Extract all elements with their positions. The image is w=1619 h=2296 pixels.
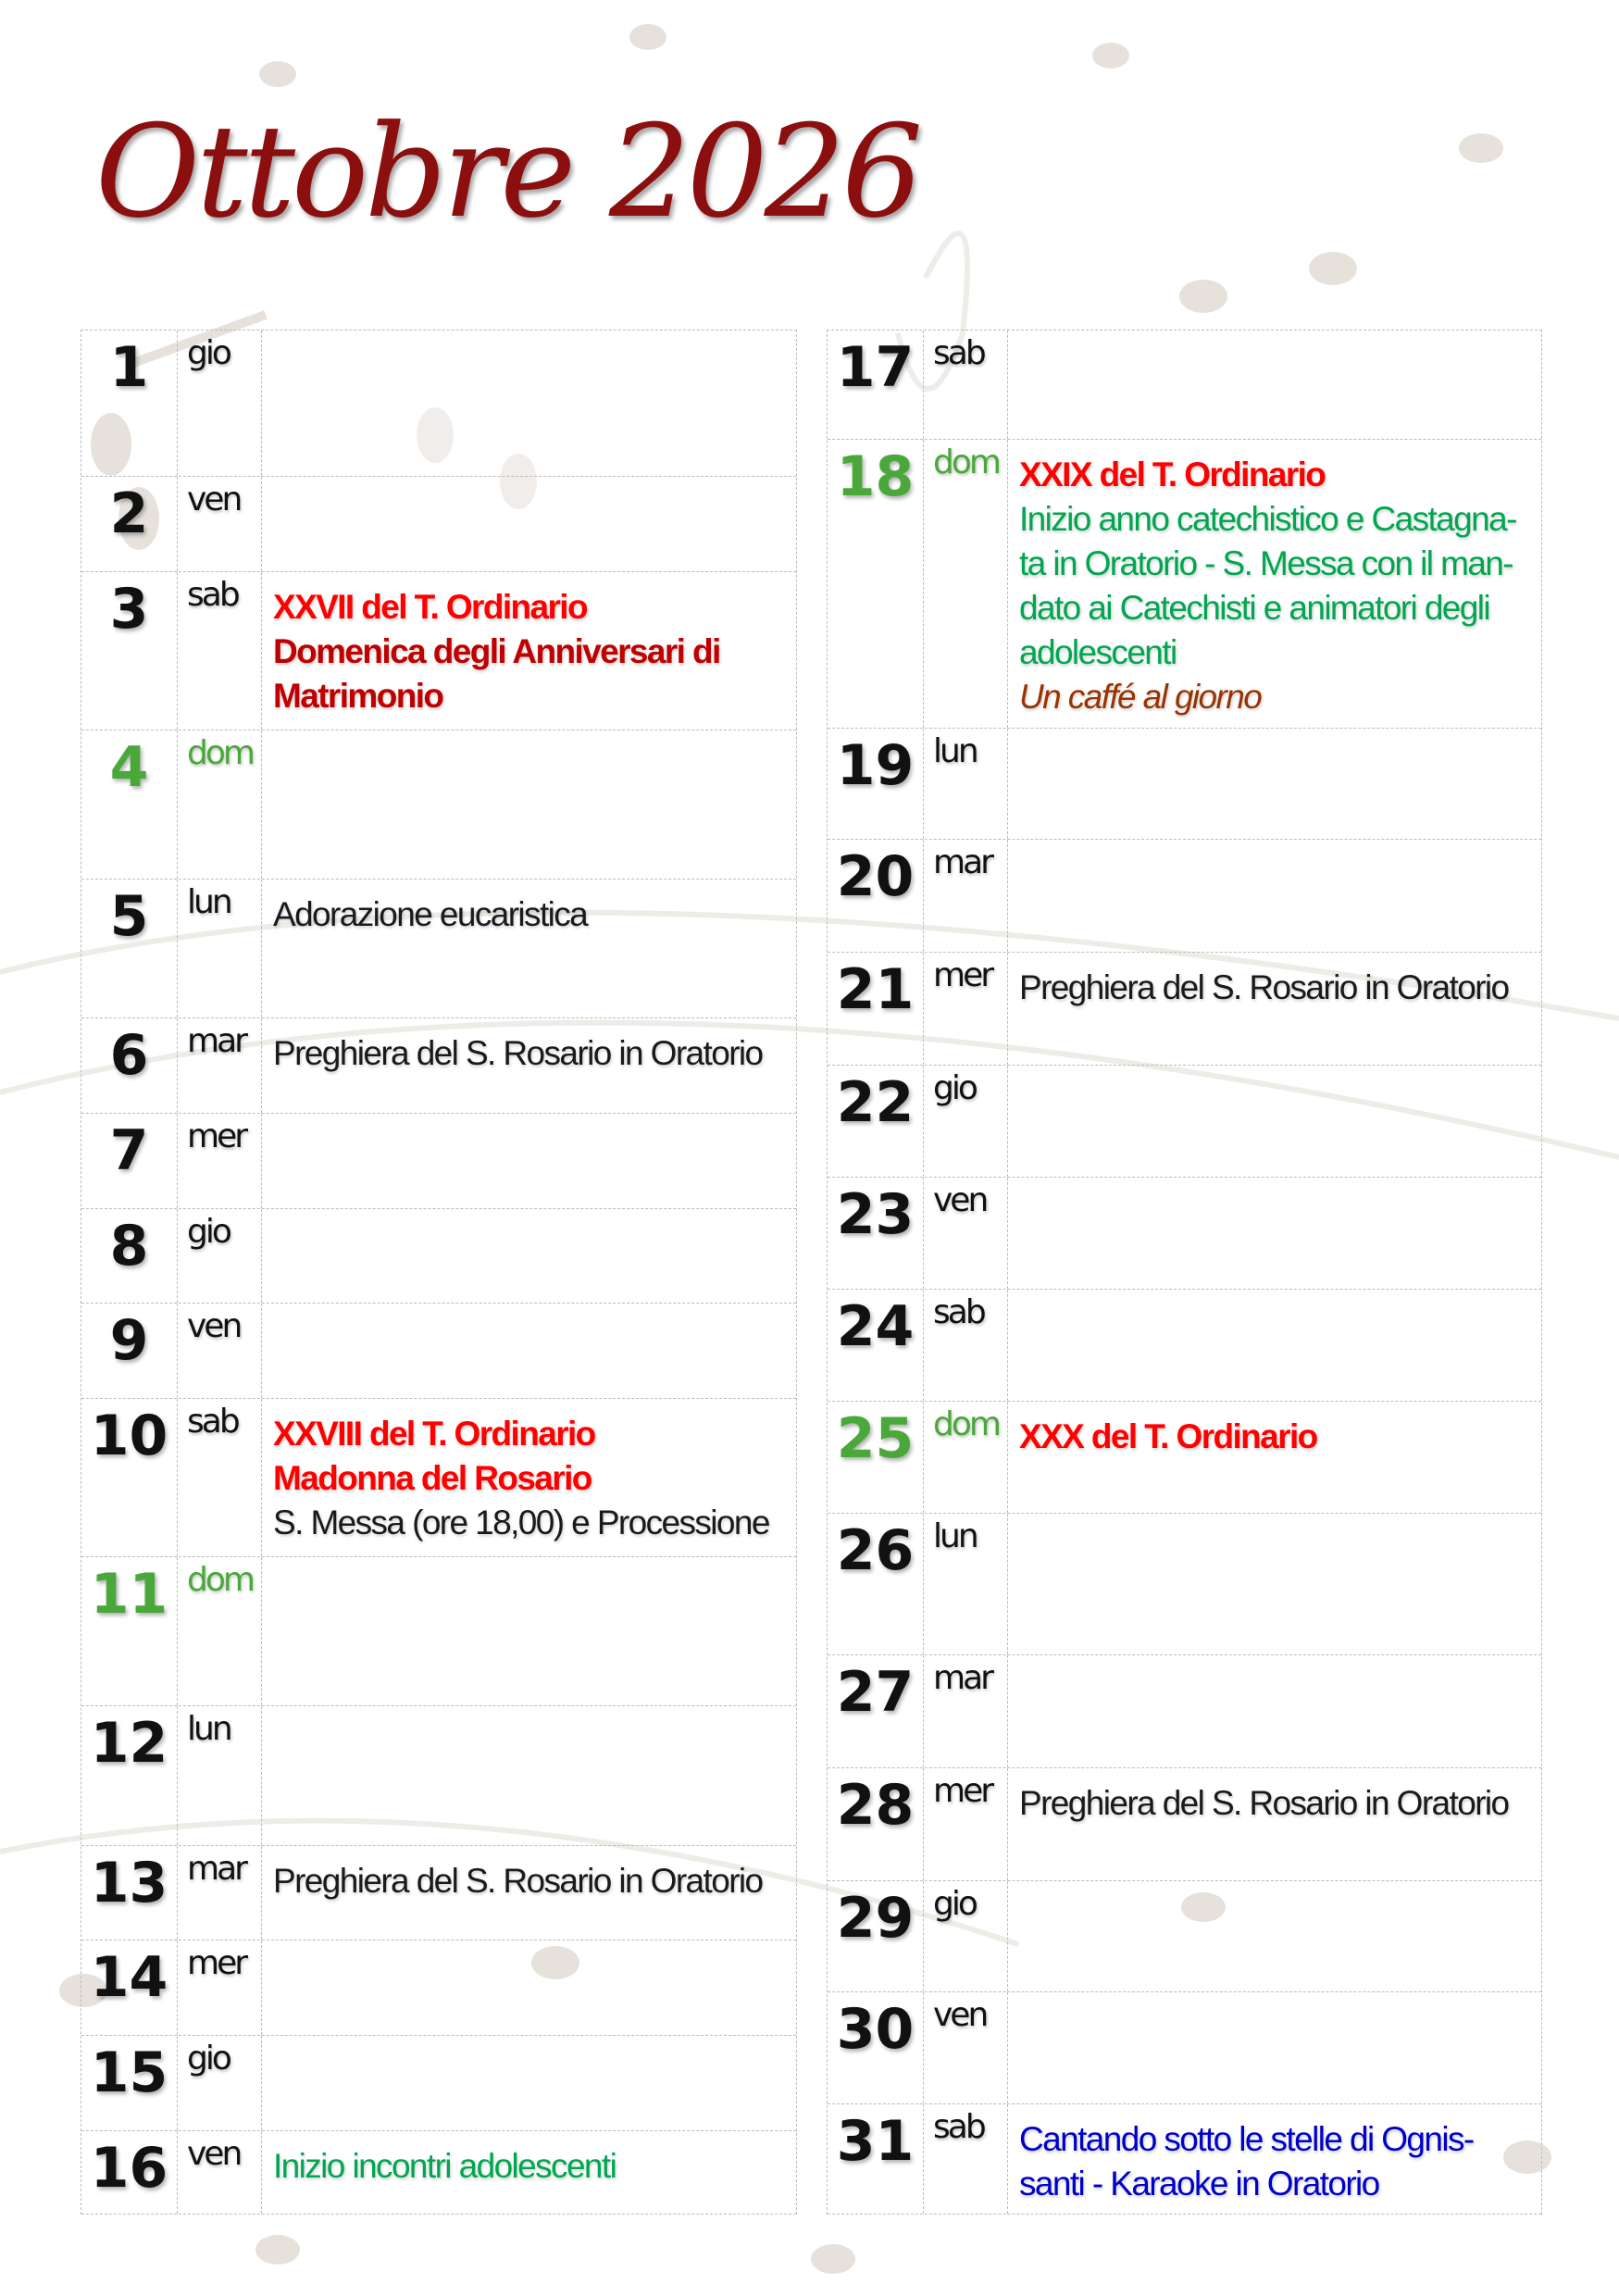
day-row [828, 729, 1541, 840]
weekday-name: mer [178, 1940, 262, 2035]
event-text: Preghiera del S. Rosario in Oratorio [1019, 968, 1509, 1006]
day-row [81, 2131, 796, 2215]
weekday-name: gio [924, 1881, 1008, 1991]
events-cell [1008, 2104, 1541, 2214]
events-cell [1008, 729, 1541, 839]
day-row [81, 477, 796, 572]
weekday-name: ven [178, 477, 262, 571]
day-number: 1 [81, 331, 178, 476]
events-cell [1008, 1402, 1541, 1513]
weekday-name: mar [178, 1018, 262, 1113]
events-cell [1008, 1178, 1541, 1289]
day-number: 18 [828, 440, 924, 728]
day-number: 12 [81, 1706, 178, 1845]
day-row [828, 1402, 1541, 1514]
events-cell [1008, 1881, 1541, 1991]
day-number: 8 [81, 1209, 178, 1303]
day-row [828, 440, 1541, 729]
day-row [81, 1399, 796, 1557]
event-text: XXX del T. Ordinario [1019, 1417, 1317, 1455]
day-number: 30 [828, 1992, 924, 2103]
day-row [828, 1768, 1541, 1881]
day-number: 7 [81, 1114, 178, 1208]
day-row [828, 1178, 1541, 1290]
day-row [81, 730, 796, 880]
day-row [828, 2104, 1541, 2215]
day-number: 23 [828, 1178, 924, 1289]
events-cell [262, 1018, 796, 1113]
event-text: S. Messa (ore 18,00) e Processione [273, 1504, 769, 1541]
event-text: Preghiera del S. Rosario in Oratorio [273, 1862, 763, 1900]
day-row [81, 1557, 796, 1706]
event-text: Preghiera del S. Rosario in Oratorio [273, 1034, 763, 1072]
events-cell [262, 1557, 796, 1705]
day-row [81, 880, 796, 1018]
weekday-name: ven [178, 1304, 262, 1398]
events-cell [1008, 1290, 1541, 1401]
event-text: Inizio incontri adolescenti [273, 2147, 616, 2185]
day-row [81, 2036, 796, 2131]
weekday-name: gio [924, 1066, 1008, 1177]
day-row [81, 1018, 796, 1114]
day-number: 27 [828, 1655, 924, 1767]
day-row [828, 331, 1541, 440]
event-text: XXVII del T. Ordinario [273, 588, 587, 626]
day-row [828, 953, 1541, 1066]
day-number: 24 [828, 1290, 924, 1401]
weekday-name: lun [178, 1706, 262, 1845]
day-row [81, 1114, 796, 1209]
weekday-name: ven [924, 1992, 1008, 2103]
day-number: 25 [828, 1402, 924, 1513]
events-cell [262, 477, 796, 571]
day-number: 28 [828, 1768, 924, 1880]
calendar-left-column [81, 330, 797, 2215]
weekday-name: dom [924, 440, 1008, 728]
weekday-name: mer [924, 953, 1008, 1065]
day-number: 26 [828, 1514, 924, 1654]
events-cell [1008, 1768, 1541, 1880]
events-cell [1008, 331, 1541, 439]
day-row [81, 1304, 796, 1399]
weekday-name: mar [924, 840, 1008, 952]
weekday-name: mer [924, 1768, 1008, 1880]
weekday-name: lun [924, 1514, 1008, 1654]
day-number: 16 [81, 2131, 178, 2214]
events-cell [262, 880, 796, 1017]
event-text: XXVIII del T. Ordinario [273, 1415, 595, 1453]
event-text: XXIX del T. Ordinario [1019, 455, 1326, 493]
events-cell [262, 2131, 796, 2214]
event-text: Domenica degli Anniversari di Matrimonio [273, 632, 720, 715]
events-cell [262, 1940, 796, 2035]
event-text: Adorazione eucaristica [273, 895, 588, 933]
event-text: Cantando sotto le stelle di Ognis-santi - Karaoke in Oratorio [1019, 2120, 1474, 2202]
events-cell [1008, 953, 1541, 1065]
day-row [81, 1209, 796, 1304]
weekday-name: mer [178, 1114, 262, 1208]
day-row [828, 1655, 1541, 1768]
day-row [828, 1514, 1541, 1655]
day-number: 14 [81, 1940, 178, 2035]
events-cell [1008, 1655, 1541, 1767]
day-number: 3 [81, 572, 178, 730]
day-row [81, 572, 796, 730]
event-text: Un caffé al giorno [1019, 678, 1262, 716]
day-number: 20 [828, 840, 924, 952]
day-number: 19 [828, 729, 924, 839]
event-text: Preghiera del S. Rosario in Oratorio [1019, 1784, 1509, 1822]
day-number: 17 [828, 331, 924, 439]
events-cell [262, 1114, 796, 1208]
day-number: 10 [81, 1399, 178, 1556]
page-title: Ottobre 2026 [95, 97, 920, 246]
events-cell [262, 572, 796, 730]
day-row [828, 1992, 1541, 2104]
events-cell [1008, 440, 1541, 728]
weekday-name: gio [178, 2036, 262, 2130]
event-text: Madonna del Rosario [273, 1459, 592, 1497]
day-row [81, 1846, 796, 1940]
weekday-name: gio [178, 331, 262, 476]
events-cell [262, 1846, 796, 1940]
events-cell [262, 1304, 796, 1398]
weekday-name: dom [924, 1402, 1008, 1513]
weekday-name: lun [924, 729, 1008, 839]
day-number: 11 [81, 1557, 178, 1705]
events-cell [262, 1209, 796, 1303]
day-row [81, 1706, 796, 1846]
day-number: 22 [828, 1066, 924, 1177]
day-number: 15 [81, 2036, 178, 2130]
weekday-name: sab [178, 1399, 262, 1556]
weekday-name: ven [924, 1178, 1008, 1289]
events-cell [262, 1399, 796, 1556]
events-cell [1008, 1992, 1541, 2103]
events-cell [1008, 1514, 1541, 1654]
day-number: 6 [81, 1018, 178, 1113]
day-number: 5 [81, 880, 178, 1017]
weekday-name: sab [924, 2104, 1008, 2214]
day-number: 13 [81, 1846, 178, 1940]
weekday-name: ven [178, 2131, 262, 2214]
day-number: 21 [828, 953, 924, 1065]
events-cell [1008, 1066, 1541, 1177]
weekday-name: sab [178, 572, 262, 730]
events-cell [1008, 840, 1541, 952]
day-number: 2 [81, 477, 178, 571]
day-number: 29 [828, 1881, 924, 1991]
day-number: 4 [81, 730, 178, 879]
day-number: 9 [81, 1304, 178, 1398]
events-cell [262, 730, 796, 879]
day-row [828, 1066, 1541, 1178]
day-row [81, 1940, 796, 2036]
day-row [828, 840, 1541, 953]
weekday-name: mar [924, 1655, 1008, 1767]
weekday-name: sab [924, 1290, 1008, 1401]
weekday-name: sab [924, 331, 1008, 439]
events-cell [262, 2036, 796, 2130]
day-row [828, 1290, 1541, 1402]
event-text: Inizio anno catechistico e Castagna-ta in Oratorio - S. Messa con il man-dato ai Catechisti e animatori degli adolescenti [1019, 500, 1516, 671]
weekday-name: lun [178, 880, 262, 1017]
day-row [828, 1881, 1541, 1992]
weekday-name: dom [178, 1557, 262, 1705]
calendar-right-column [827, 330, 1542, 2215]
weekday-name: gio [178, 1209, 262, 1303]
day-number: 31 [828, 2104, 924, 2214]
weekday-name: mar [178, 1846, 262, 1940]
events-cell [262, 1706, 796, 1845]
day-row [81, 331, 796, 477]
weekday-name: dom [178, 730, 262, 879]
events-cell [262, 331, 796, 476]
